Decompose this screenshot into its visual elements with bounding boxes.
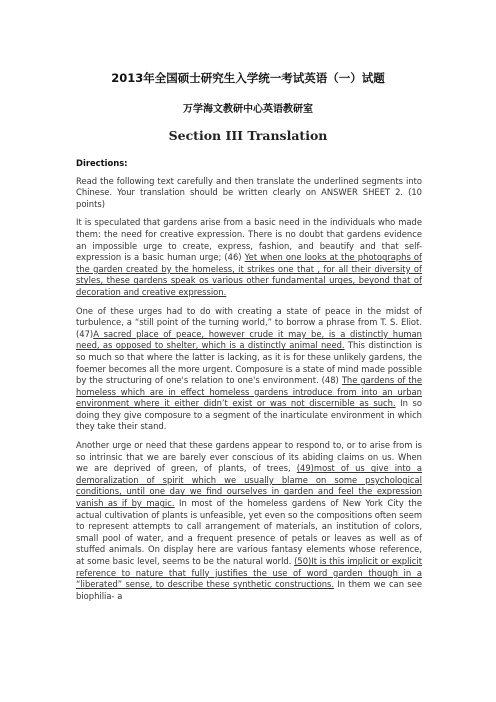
underlined-segment-47: A sacred place of peace, however crude it may be, is a distinctly human need, as opposed to shelter, which is a distinctly animal need. <box>76 328 422 351</box>
directions-label: Directions: <box>76 158 128 168</box>
page-title: 2013年全国硕士研究生入学统一考试英语（一）试题 <box>111 71 385 85</box>
underlined-segment-46: Yet when one looks at the photographs of the garden created by the homeless, it strikes one that , for all their diversity of styles, these gardens speak os various other fundamental urges, beyond that of decoration and creative expression. <box>76 252 422 297</box>
page-subtitle: 万学海文教研中心英语教研室 <box>183 104 313 115</box>
paragraph-2-text-a: One of these urges had to do with creating a state of peace in the midst of turbulence, a “still point of the turning world,” to borrow a phrase from T. S. Eliot. (47) <box>76 305 422 339</box>
directions-paragraph: Read the following text carefully and then translate the underlined segments into Chinese. Your translation should be written clearly on ANSWER SHEET 2. (10 points) <box>76 175 422 209</box>
underlined-segment-50: (50)It is this implicit or explicit reference to nature that fully justifies the use of word garden though in a “liberated” sense, to describe these synthetic constructions. <box>76 556 422 590</box>
paragraph-2-text-c: In so doing they give composure to a segment of the inarticulate environment in which they take their stand. <box>76 398 422 432</box>
section-heading: Section III Translation <box>168 128 328 143</box>
paragraph-2 <box>76 306 422 434</box>
underlined-segment-49: (49)most of us give into a demoralization of spirit which we usually blame on some psychological conditions, until one day we find ourselves in garden and feel the expression vanish as if by magic. <box>76 463 422 509</box>
paragraph-3-text-b: In most of the homeless gardens of New York City the actual cultivation of plants is unfeasible, yet even so the compositions often seem to represent attempts to call arrangement of materials, an institution of colors, small pool of water, and a frequent presence of petals or leaves as well as of stuffed animals. On display here are various fantasy elements whose reference, at some basic level, seems to be the natural world. <box>76 498 422 566</box>
paragraph-1 <box>76 217 422 298</box>
paragraph-2-text-b: This distinction is so much so that where the latter is lacking, as it is for these unlikely gardens, the foemer becomes all the more urgent. Composure is a state of mind made possible by the structuring of one's relation to one's environment. (48) <box>76 340 422 386</box>
paragraph-3 <box>76 440 422 602</box>
paragraph-3-text-a: Another urge or need that these gardens appear to respond to, or to arise from is so intrinsic that we are barely ever conscious of its abiding claims on us. When we are deprived of green, of plants, of trees, <box>76 440 422 474</box>
document-body <box>76 158 422 609</box>
paragraph-1-text: It is speculated that gardens arise from a basic need in the individuals who made them: the need for creative expression. There is no doubt that gardens evidence an impossible urge to create, express, fashion, and beautify and that self-expression is a basic human urge; (46) <box>76 217 422 263</box>
underlined-segment-48: The gardens of the homeless which are in effect homeless gardens introduce from into an urban environment where it either didn’t exist or was not discernible as such. <box>76 375 423 409</box>
paragraph-3-text-c: In them we can see biophilia- a <box>76 579 422 601</box>
